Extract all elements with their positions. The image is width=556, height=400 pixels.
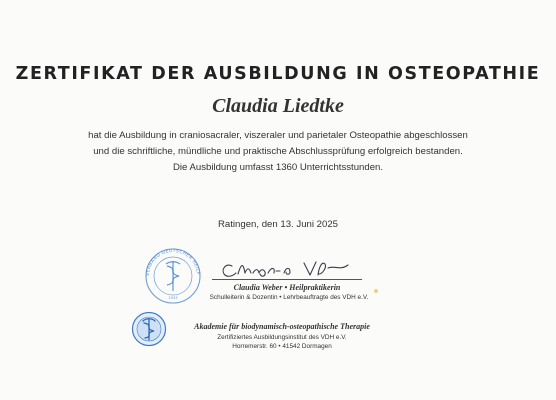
bullet-separator: • [284,283,290,292]
svg-text:1933: 1933 [168,296,178,300]
association-stamp [137,244,209,304]
academy-logo [131,311,167,347]
signature-line [212,279,362,280]
certificate-title: ZERTIFIKAT DER AUSBILDUNG IN OSTEOPATHIE [15,64,541,84]
academy-subtitle: Zertifiziertes Ausbildungsinstitut des VDH e.V. [217,334,347,341]
body-line-2: und die schriftliche, mündliche und praktische Abschlussprüfung erfolgreich bestanden. [93,146,463,157]
certificate-body [0,128,556,176]
signatory-role: Schulleiterin & Dozentin • Lehrbeauftragte des VDH e.V. [209,294,369,301]
academy-name: Akademie für biodynamisch-osteopathische Therapie [194,322,370,331]
place-and-date: Ratingen, den 13. Juni 2025 [217,219,338,230]
sparkle-icon [373,288,379,294]
body-line-3: Die Ausbildung umfasst 1360 Unterrichtsstunden. [172,162,384,173]
academy-address: Horremerstr. 60 • 41542 Dormagen [232,343,332,350]
recipient-name: Claudia Liedtke [212,95,344,117]
signatory-title: Heilpraktikerin [289,283,341,292]
body-line-1: hat die Ausbildung in craniosacraler, viszeraler und parietaler Osteopathie abgeschlossen [88,130,468,141]
svg-text:VERBAND DEUTSCHER HEILPRAKTIKE: VERBAND DEUTSCHER HEILP [145,248,201,277]
signatory-name [204,283,370,292]
signatory-name-text: Claudia Weber [233,283,283,292]
handwritten-signature [218,254,358,280]
